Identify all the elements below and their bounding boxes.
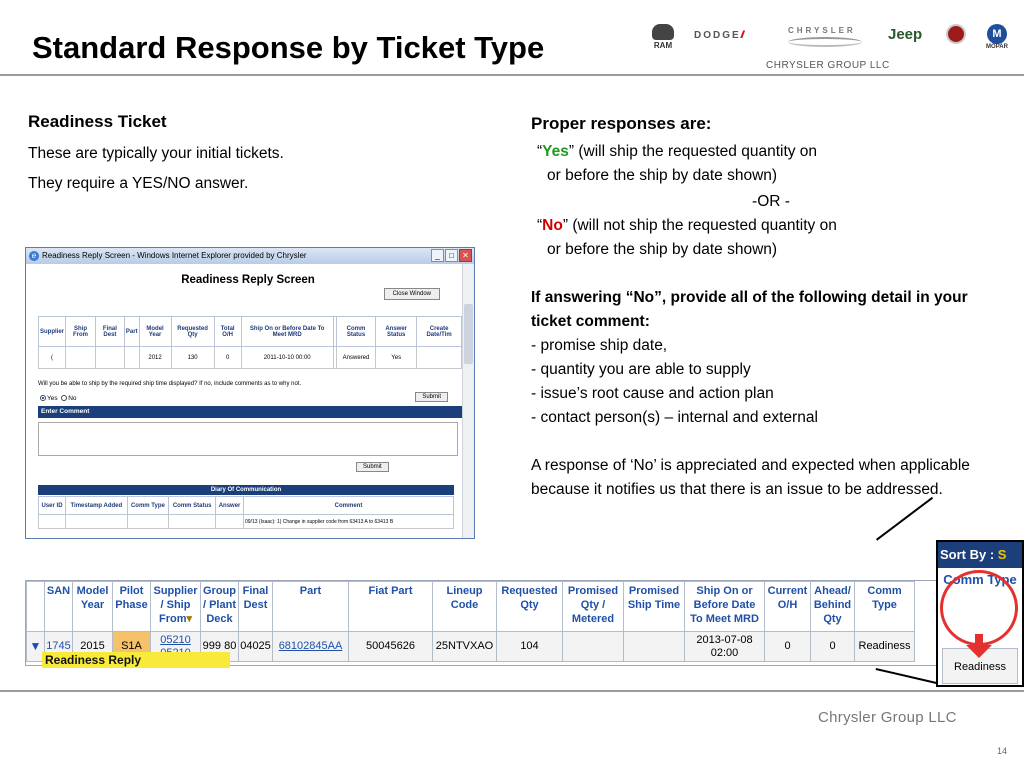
column-header: Answer (216, 497, 244, 515)
window-titlebar: e Readiness Reply Screen - Windows Internet Explorer provided by Chrysler _ □ ✕ (26, 248, 474, 264)
table-cell: 2012 (139, 347, 171, 369)
column-header: Ship On or Before Date To Meet MRD (241, 317, 333, 347)
footer-brand: Chrysler Group LLC (818, 709, 957, 726)
san-cell[interactable]: 1745 (45, 632, 73, 662)
down-arrow-icon (966, 634, 992, 658)
column-header[interactable]: SAN (45, 582, 73, 632)
column-header[interactable]: Ship On or Before Date To Meet MRD (685, 582, 765, 632)
table-cell: 0 (811, 632, 855, 662)
column-header[interactable]: Promised Qty / Metered (563, 582, 624, 632)
expand-row-icon[interactable]: ▼ (27, 632, 45, 662)
column-header[interactable]: Group / Plant Deck (201, 582, 239, 632)
mopar-m-icon: M (987, 24, 1007, 44)
no-word: No (542, 217, 563, 234)
ie-logo-icon: e (29, 251, 39, 261)
readiness-reply-window (25, 247, 475, 539)
column-header[interactable]: Promised Ship Time (624, 582, 685, 632)
column-header[interactable]: Supplier / Ship From▾ (151, 582, 201, 632)
bullet-item: - issue’s root cause and action plan (531, 385, 774, 402)
yes-response: “Yes” (will ship the requested quantity on (537, 143, 818, 160)
table-cell (417, 347, 462, 369)
table-cell: 2015 (73, 632, 113, 662)
comm-type-cell[interactable]: Readiness (855, 632, 915, 662)
submit-answer-button[interactable]: Submit (415, 392, 448, 402)
bullet-item: - quantity you are able to supply (531, 361, 751, 378)
submit-comment-button[interactable]: Submit (356, 462, 389, 472)
table-cell: 50045626 (349, 632, 433, 662)
table-cell (95, 347, 124, 369)
table-cell (563, 632, 624, 662)
column-header: Model Year (139, 317, 171, 347)
column-header[interactable]: Part (273, 582, 349, 632)
readiness-reply-label[interactable]: Readiness Reply (42, 652, 230, 668)
column-header: Part (124, 317, 139, 347)
table-cell: 0 (765, 632, 811, 662)
no-radio-label: No (68, 395, 77, 402)
diary-comment: 09/13 (Isaac): 1) Change in supplier code from 63413 A to 63413 B (244, 515, 454, 529)
no-response: “No” (will not ship the requested quantity on (537, 217, 837, 234)
maximize-icon[interactable]: □ (445, 249, 458, 262)
jeep-logo: Jeep (888, 26, 923, 43)
part-link[interactable]: 68102845AA (273, 632, 349, 662)
diary-header: Diary Of Communication (38, 485, 454, 495)
slide-title: Standard Response by Ticket Type (32, 30, 545, 65)
no-instructions: If answering “No”, provide all of the following detail in your ticket comment: (531, 289, 968, 330)
table-cell: 999 80 (201, 632, 239, 662)
left-heading: Readiness Ticket (28, 112, 167, 131)
table-row (39, 515, 454, 529)
title-divider (0, 74, 1024, 76)
chrysler-logo: CHRYSLER (788, 26, 862, 47)
column-header: Comm Type (127, 497, 169, 515)
page-number: 14 (997, 746, 1008, 756)
window-controls (431, 249, 472, 262)
right-heading: Proper responses are: (531, 114, 712, 133)
table-cell (66, 347, 96, 369)
column-header: Timestamp Added (66, 497, 128, 515)
closing-paragraph: A response of ‘No’ is appreciated and expected when applicable because it notifies us that there is an issue to be addressed. (531, 457, 970, 498)
column-header: Supplier (39, 317, 66, 347)
comment-textarea[interactable] (38, 422, 458, 456)
ship-question: Will you be able to ship by the required ship time displayed? If no, include comments as to why not. (38, 381, 302, 387)
table-cell: Answered (336, 347, 375, 369)
callout-line (876, 668, 945, 686)
column-header: Total O/H (214, 317, 241, 347)
mopar-logo: M MOPAR (984, 24, 1010, 50)
comm-type-header: Comm Type (943, 572, 1017, 587)
left-line-1: These are typically your initial tickets. (28, 145, 284, 162)
brand-logos (640, 20, 1020, 56)
column-header: Answer Status (376, 317, 417, 347)
column-header[interactable]: Ahead/ Behind Qty (811, 582, 855, 632)
group-label: CHRYSLER GROUP LLC (766, 60, 890, 71)
comm-type-zoom (936, 540, 1024, 687)
column-header: Requested Qty (171, 317, 214, 347)
left-column (28, 112, 488, 205)
scrollbar[interactable] (462, 264, 474, 538)
footer-divider (0, 690, 1024, 692)
pilot-phase-cell: S1A (113, 632, 151, 662)
table-row (39, 347, 462, 369)
comm-type-value: Readiness (942, 648, 1018, 684)
right-column (531, 112, 1011, 502)
chrysler-wing-icon (788, 37, 862, 47)
column-header: Comm Status (169, 497, 216, 515)
close-icon[interactable]: ✕ (459, 249, 472, 262)
yes-word: Yes (542, 143, 569, 160)
enter-comment-header: Enter Comment (38, 406, 462, 418)
diary-table (38, 496, 454, 529)
column-header: Final Dest (95, 317, 124, 347)
answer-radios (40, 395, 77, 402)
column-header[interactable]: Requested Qty (497, 582, 563, 632)
table-cell: 0 (214, 347, 241, 369)
screen-title: Readiness Reply Screen (181, 274, 315, 286)
sort-by-bar[interactable]: Sort By : S (938, 542, 1022, 568)
column-header: Create Date/Tim (417, 317, 462, 347)
ram-head-icon (652, 24, 674, 40)
column-header (27, 582, 45, 632)
table-cell: Yes (376, 347, 417, 369)
no-radio[interactable] (61, 395, 67, 401)
or-separator: -OR - (752, 193, 790, 210)
close-window-button[interactable]: Close Window (384, 288, 440, 300)
table-cell: 04025 (239, 632, 273, 662)
column-header[interactable]: Pilot Phase (113, 582, 151, 632)
column-header: Ship From (66, 317, 96, 347)
table-cell: ( (39, 347, 66, 369)
window-body (34, 264, 462, 538)
column-header: Comm Status (336, 317, 375, 347)
scrollbar-thumb[interactable] (464, 304, 473, 364)
ticket-table (38, 316, 462, 369)
column-header[interactable]: Comm Type (855, 582, 915, 632)
column-header[interactable]: Final Dest (239, 582, 273, 632)
ticket-grid-table (26, 581, 915, 662)
table-cell: 130 (171, 347, 214, 369)
table-cell: 25NTVXAO (433, 632, 497, 662)
bullet-item: - contact person(s) – internal and external (531, 409, 818, 426)
table-cell (124, 347, 139, 369)
table-cell (624, 632, 685, 662)
dodge-logo: DODGE// (694, 30, 743, 41)
ram-logo: RAM (648, 24, 678, 52)
bullet-item: - promise ship date, (531, 337, 668, 354)
table-cell: 2013-07-08 02:00 (685, 632, 765, 662)
column-header[interactable]: Fiat Part (349, 582, 433, 632)
dodge-stripes-icon: // (740, 30, 743, 41)
table-cell: 104 (497, 632, 563, 662)
yes-radio-label: Yes (47, 395, 58, 402)
left-line-2: They require a YES/NO answer. (28, 175, 249, 192)
column-header[interactable]: Lineup Code (433, 582, 497, 632)
fiat-logo-icon (946, 24, 966, 44)
supplier-link[interactable]: 05210 (151, 632, 201, 662)
column-header[interactable]: Current O/H (765, 582, 811, 632)
yes-radio[interactable] (40, 395, 46, 401)
sort-dropdown-icon[interactable]: ▾ (186, 613, 193, 625)
no-response-line-2: or before the ship by date shown) (547, 241, 778, 258)
column-header[interactable]: Model Year (73, 582, 113, 632)
column-header: Comment (244, 497, 454, 515)
callout-line (876, 497, 933, 541)
minimize-icon[interactable]: _ (431, 249, 444, 262)
column-header: User ID (39, 497, 66, 515)
yes-response-line-2: or before the ship by date shown) (547, 167, 778, 184)
table-cell: 2011-10-10 00:00 (241, 347, 333, 369)
